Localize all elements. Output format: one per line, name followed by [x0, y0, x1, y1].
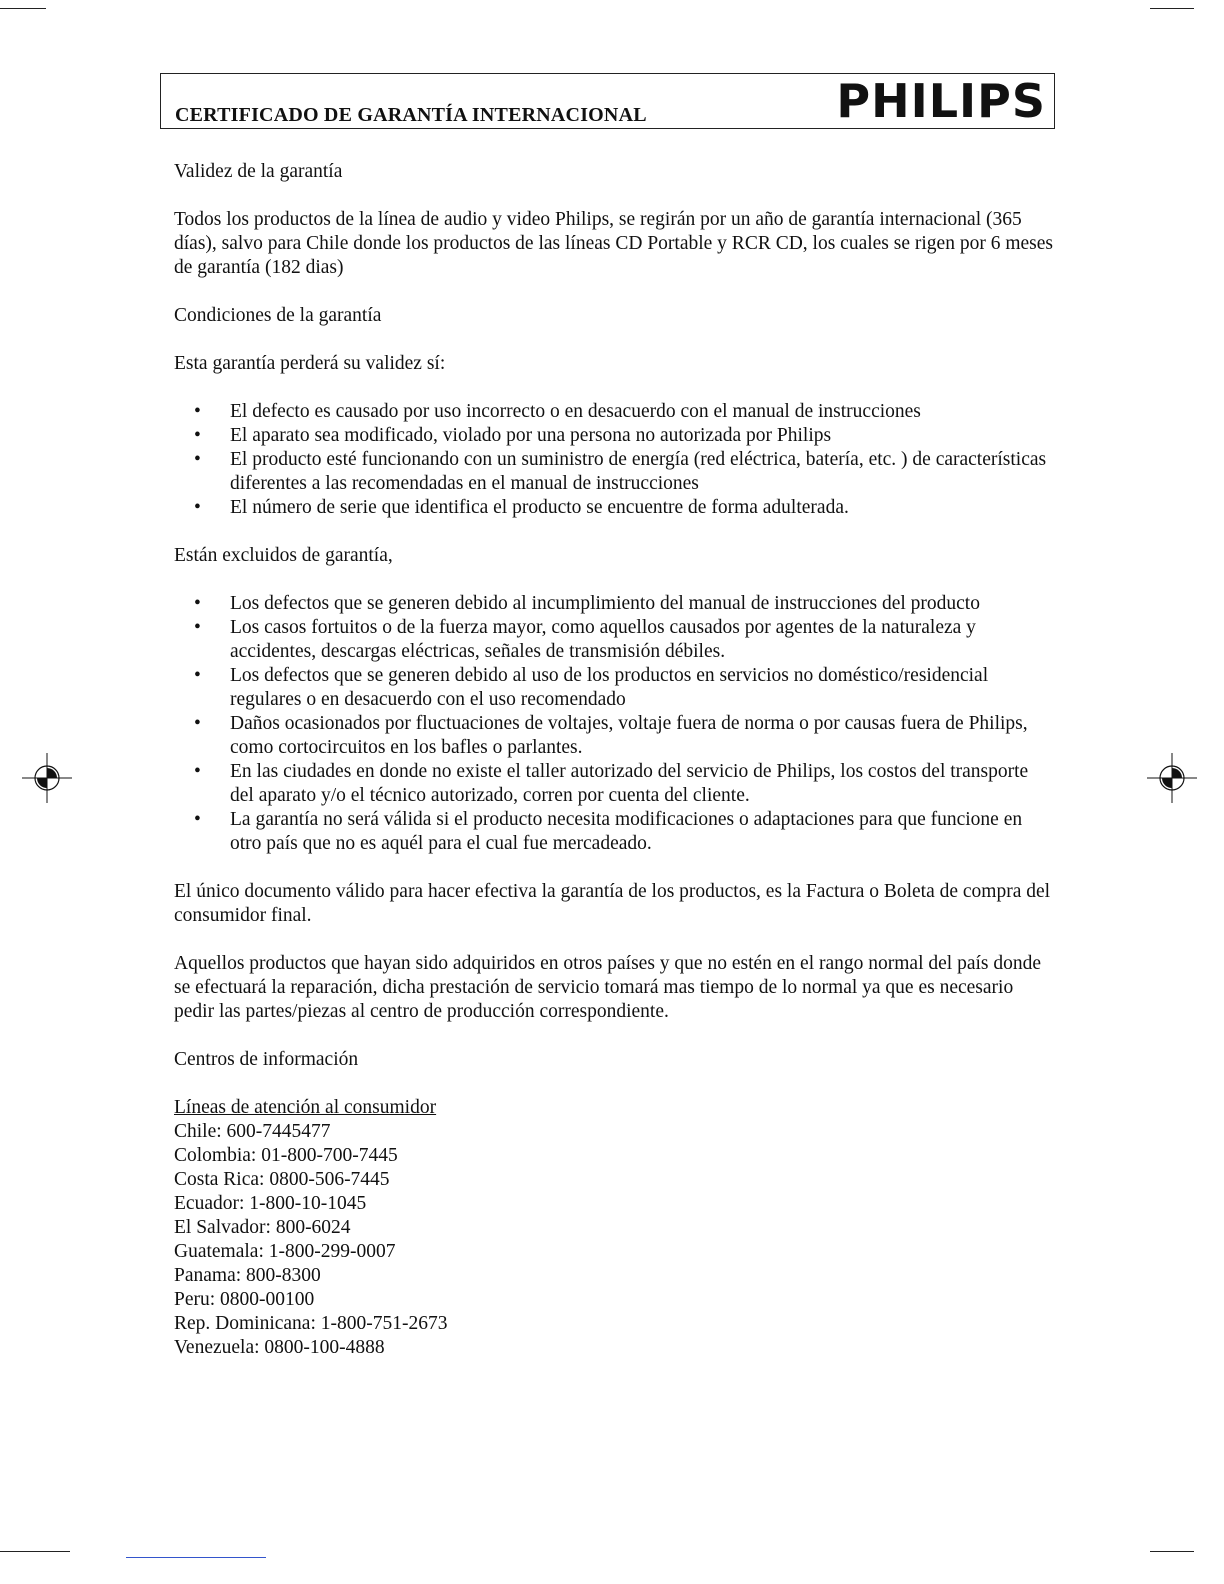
- bullet-icon: •: [194, 425, 201, 446]
- registration-mark-right-icon: [1147, 753, 1197, 803]
- list-item-text: Daños ocasionados por fluctuaciones de voltajes, voltaje fuera de norma o por causas fuera de Philips, como cortocircuitos en los bafles o parlantes.: [230, 713, 1028, 758]
- bullet-icon: •: [194, 617, 201, 638]
- contact-line: Colombia: 01-800-700-7445: [174, 1145, 398, 1166]
- crop-mark-bottom-left: [0, 1551, 70, 1552]
- contact-line: Chile: 600-7445477: [174, 1121, 331, 1142]
- list-item-text: Los defectos que se generen debido al uso de los productos en servicios no doméstico/residencial regulares o en desacuerdo con el uso recomendado: [230, 665, 989, 710]
- document-note: El único documento válido para hacer efectiva la garantía de los productos, es la Factura o Boleta de compra del consumidor final.: [174, 881, 1051, 926]
- header-title: CERTIFICADO DE GARANTÍA INTERNACIONAL: [175, 104, 647, 126]
- contact-line: Peru: 0800-00100: [174, 1289, 315, 1310]
- contact-line: Guatemala: 1-800-299-0007: [174, 1241, 396, 1262]
- contact-lines-title: Líneas de atención al consumidor: [174, 1097, 437, 1118]
- list-item: [194, 448, 1054, 496]
- crop-mark-top-left: [0, 8, 46, 9]
- list-item: [194, 400, 1054, 424]
- conditions-list: [174, 400, 1054, 520]
- list-item-text: El producto esté funcionando con un suministro de energía (red eléctrica, batería, etc. ) de características diferentes a las recomendadas en el manual de instrucciones: [230, 449, 1047, 494]
- contact-line: El Salvador: 800-6024: [174, 1217, 351, 1238]
- bullet-icon: •: [194, 761, 201, 782]
- list-item: [194, 496, 1054, 520]
- philips-logo: PHILIPS: [836, 74, 1046, 128]
- foreign-note: Aquellos productos que hayan sido adquiridos en otros países y que no estén en el rango normal del país donde se efectuará la reparación, dicha prestación de servicio tomará mas tiempo de lo normal ya que es necesario pedir las partes/piezas al centro de producción correspondiente.: [174, 953, 1042, 1022]
- contact-line: Ecuador: 1-800-10-1045: [174, 1193, 367, 1214]
- contact-line: Costa Rica: 0800-506-7445: [174, 1169, 390, 1190]
- contact-lines: [174, 1096, 1054, 1360]
- bullet-icon: •: [194, 401, 201, 422]
- list-item-text: El aparato sea modificado, violado por una persona no autorizada por Philips: [230, 425, 832, 446]
- registration-mark-left-icon: [22, 753, 72, 803]
- list-item: [194, 616, 1054, 664]
- bullet-icon: •: [194, 593, 201, 614]
- list-item: [194, 712, 1054, 760]
- validity-heading: Validez de la garantía: [174, 161, 343, 182]
- document-body: [174, 160, 1054, 1360]
- certificate-header: [160, 73, 1055, 129]
- conditions-intro: Esta garantía perderá su validez sí:: [174, 353, 446, 374]
- list-item-text: La garantía no será válida si el producto necesita modificaciones o adaptaciones para que funcione en otro país que no es aquél para el cual fue mercadeado.: [230, 809, 1023, 854]
- list-item-text: El defecto es causado por uso incorrecto o en desacuerdo con el manual de instrucciones: [230, 401, 921, 422]
- list-item-text: El número de serie que identifica el producto se encuentre de forma adulterada.: [230, 497, 849, 518]
- crop-mark-top-right: [1150, 8, 1194, 9]
- list-item: [194, 592, 1054, 616]
- list-item: [194, 424, 1054, 448]
- exclusions-intro: Están excluidos de garantía,: [174, 545, 393, 566]
- crop-mark-bottom-right: [1150, 1551, 1194, 1552]
- bottom-rule: [126, 1557, 266, 1558]
- info-heading: Centros de información: [174, 1049, 359, 1070]
- bullet-icon: •: [194, 665, 201, 686]
- bullet-icon: •: [194, 713, 201, 734]
- validity-text: Todos los productos de la línea de audio y video Philips, se regirán por un año de garantía internacional (365 días), salvo para Chile donde los productos de las líneas CD Portable y RCR CD, los cuales se rigen por 6 meses de garantía (182 dias): [174, 209, 1053, 278]
- contact-line: Rep. Dominicana: 1-800-751-2673: [174, 1313, 448, 1334]
- list-item-text: En las ciudades en donde no existe el taller autorizado del servicio de Philips, los costos del transporte del aparato y/o el técnico autorizado, corren por cuenta del cliente.: [230, 761, 1029, 806]
- list-item: [194, 808, 1054, 856]
- list-item: [194, 664, 1054, 712]
- bullet-icon: •: [194, 497, 201, 518]
- conditions-heading: Condiciones de la garantía: [174, 305, 382, 326]
- contact-line: Venezuela: 0800-100-4888: [174, 1337, 385, 1358]
- list-item-text: Los casos fortuitos o de la fuerza mayor, como aquellos causados por agentes de la naturaleza y accidentes, descargas eléctricas, señales de transmisión débiles.: [230, 617, 976, 662]
- list-item-text: Los defectos que se generen debido al incumplimiento del manual de instrucciones del producto: [230, 593, 980, 614]
- bullet-icon: •: [194, 809, 201, 830]
- contact-line: Panama: 800-8300: [174, 1265, 321, 1286]
- list-item: [194, 760, 1054, 808]
- bullet-icon: •: [194, 449, 201, 470]
- exclusions-list: [174, 592, 1054, 856]
